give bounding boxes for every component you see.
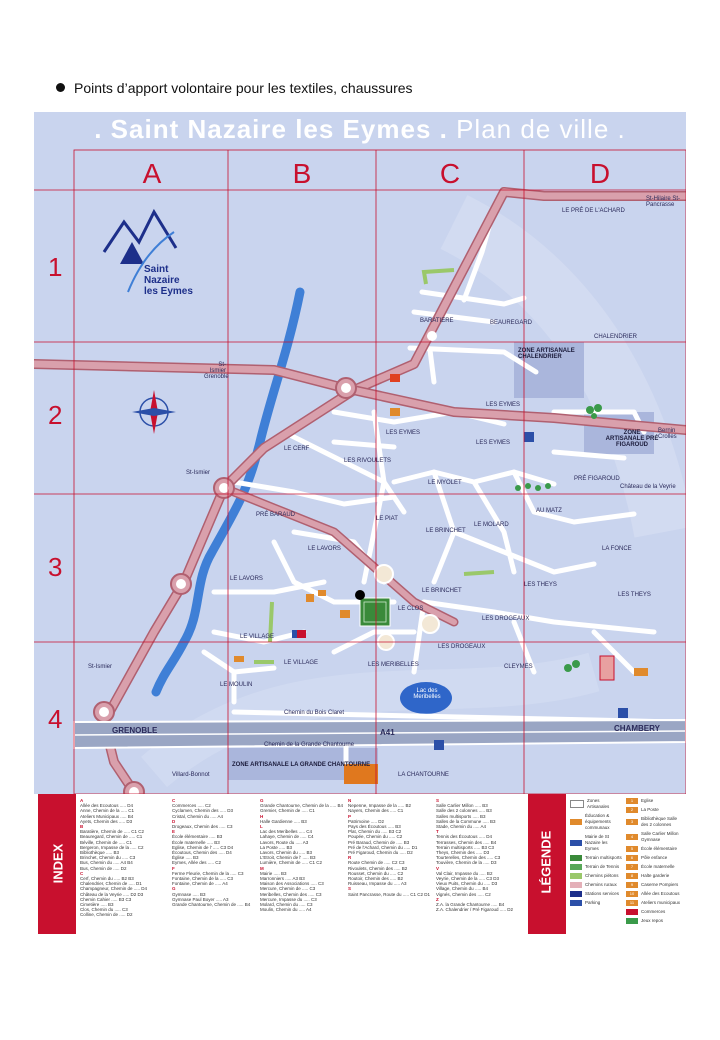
caption-text: Points d’apport volontaire pour les textiles, chaussures [74, 80, 413, 96]
compass-rose [132, 390, 176, 434]
legend-item: Chemins piétons [570, 873, 622, 879]
legend-item: Zones Artisanales [570, 798, 622, 810]
legend-item: 10 Allée des Ecoutous [626, 891, 684, 897]
place-st-hilaire: St-Hilaire St-Pancrasse [646, 196, 681, 208]
legend-item: Parking [570, 900, 622, 906]
place-la-fonce: LA FONCE [602, 546, 632, 552]
legend-item: 9 Caserne Pompiers [626, 882, 684, 888]
place-les-eymes-2: LES EYMES [386, 430, 421, 436]
legend-item: Jeux repos [626, 918, 684, 924]
place-pre-achard: LE PRÉ DE L'ACHARD [562, 208, 625, 214]
legend-swatch [570, 855, 582, 861]
map-title [34, 114, 686, 145]
index-column-5: S Salle Carlier Millon ..... B3 Salle des 2 colonnes ..... B3 Salles multisports ..... B3 Salles de la Commune ..... B3 Stade, Chemin du ..... A4 T Tennis des Écoutous ..... D4 Terrasses, Chemin des ..... B4 Terrain multisports ..... B3 C3 Theys, Chemin des ..... D3 Tourterelles, Chemin des ..... C3 Touvière, Chemin de la ..... D3 V Val Clair, Impasse du ..... B2 Veyrie, Chemin de la ..... C3 D3 Vieux Puits, Chemin du ..... D3 Village, Chemin du ..... B4 Vignés, Chemin des ..... C2 Z Z.A. la Grande Chantourne ..... B4 Z.A. Chalendrier / Pré Figaroud ..... D2 [436, 798, 514, 913]
place-le-village-1: LE VILLAGE [240, 634, 275, 640]
legend-column-2 [626, 798, 684, 927]
legend-column-1 [570, 798, 622, 909]
place-le-lavors-2: LE LAVORS [230, 576, 263, 582]
legend-item: Stations services [570, 891, 622, 897]
legend-item: 7 École maternelle [626, 864, 684, 870]
index-column-2: C Commerces ..... C2 Cyclamen, Chemin des ..... D3 Cristal, Chemin du ..... A4 D Drogeaux, Chemin des ..... C3 E École élémentaire ..... B3 École maternelle ..... B3 Eglise, Chemin de l' ..... C3 D4 Écoutous, Chemin des ..... D4 Église ..... B3 Eymes, Allée des ..... C2 F Ferme Fleurie, Chemin de la ..... C3 Fontaine, Chemin de la ..... C3 Fontaine, Chemin de ..... A4 G Gymnase ..... B3 Gymnase Paul Boyer ..... A3 Grande Chantourne, Chemin de ..... B4 [172, 798, 251, 908]
legend-item: 8 Halte garderie [626, 873, 684, 879]
place-chateau-veyrie: Château de la Veyrie [620, 484, 676, 490]
place-le-brinchet-2: LE BRINCHET [422, 588, 462, 594]
legend-item: 2 La Poste [626, 807, 684, 813]
textile-collection-point[interactable] [355, 590, 365, 600]
place-pre-baraud: PRÉ BARAUD [256, 512, 296, 518]
place-st-ismier-grenoble: St-Ismier Grenoble [204, 362, 229, 380]
bullet-icon [56, 83, 65, 92]
index-column-1: A Allée des Ecoutous ..... D4 Anne, Chemin de la ..... C1 Ateliers Municipaux ..... B4 Ayets, Chemin des ..... D3 B Baratière, Chemin de ..... C1 C2 Beauregard, Chemin de ..... C1 Béville, Chemin de ..... C1 Bergeron, Impasse de la ..... C2 Bibliothèque ..... B3 Brinchet, Chemin du ..... C3 Bus, Chemin du ..... A4 B4 Bus, Chemin de ..... D2 C Cerf, Chemin du ..... B2 B3 Chalendrier, Chemin de ..... D1 Champagneur, Chemin de ..... D4 Château de la Veyrie ..... D2 D3 Chemin Cahier ..... B3 C3 Cimetière ..... B3 Clos, Chemin du ..... C3 Colline, Chemin de ..... D2 [80, 798, 148, 918]
place-le-brinchet-1: LE BRINCHET [426, 528, 466, 534]
legend-item: Terrain multisports [570, 855, 622, 861]
legend-item: Terrain de Tennis [570, 864, 622, 870]
place-le-molard: LE MOLARD [474, 522, 509, 528]
city-map[interactable] [34, 112, 686, 934]
grid-row-3: 3 [48, 552, 63, 582]
caption [56, 80, 413, 96]
parking-icon [570, 900, 582, 906]
legend-item: 11 Ateliers municipaux [626, 900, 684, 906]
legend-item: 6 Pôle enfance [626, 855, 684, 861]
legend-item: Commerces [626, 909, 684, 915]
index-label: INDEX [50, 843, 66, 884]
index-column-3: G Grande Chantourne, Chemin de la ..... B4 Gremier, Chemin de ..... C1 H Halle Gardienne ..... B3 L Lac des Meribelles ..... C4 Lahaye, Chemin de ..... C4 Lavors, Route du ..... A3 La Poste ..... B3 Lavors, Chemin du ..... B3 L'Etroit, Chemin de l' ..... B3 Lumière, Chemin de ..... C1 C2 M Mairie ..... B3 Marronniers ..... A3 B3 Maison des Associations ..... C3 Mercure, Chemin de ..... C3 Meribelles, Chemin des ..... C3 Mercure, Impasse du ..... C3 Molard, Chemin du ..... C3 Moulin, Chemin du ..... A4 [260, 798, 344, 913]
place-le-lavors-1: LE LAVORS [308, 546, 341, 552]
place-villard-bonnot: Villard-Bonnot [172, 772, 210, 778]
place-lac-meribelles: Lac des Meribelles [413, 688, 441, 700]
legend-swatch [570, 873, 582, 879]
place-les-drogeaux-2: LES DROGEAUX [438, 644, 486, 650]
place-pre-figaroud: PRÉ FIGAROUD [574, 476, 620, 482]
place-le-clos: LE CLOS [398, 606, 424, 612]
index-column-4: N Nepenne, Impasse de la ..... B2 Nayers, Chemin des ..... C1 P Patrimoine ..... D2 Pays des Écoutous ..... B3 Plat, Chemin du ..... B3 C2 Poupée, Chemin du ..... C2 Pré Baraud, Chemin de ..... B3 Pré de l'Achard, Chemin du ..... D1 Pré Figaroud, Chemin du ..... D2 R Route Chemin de ..... C2 C3 Rivoulets, Chemin des ..... B2 Rousset, Chemin du ..... C2 Routoir, Chemin des ..... B2 Ruisseau, Impasse du ..... A3 S Saint Pancrasse, Route du ..... C1 C2 D1 [348, 798, 431, 897]
place-baratiere: BARATIERE [420, 318, 454, 324]
map-title-sub: Plan de ville . [456, 114, 626, 144]
legend-swatch [570, 819, 582, 825]
legend-item: 3 Bibliothèque Salle des 2 colonnes [626, 816, 684, 828]
shop-icon [626, 909, 638, 915]
legend-item: 1 Eglise [626, 798, 684, 804]
index-legend-panel [34, 794, 686, 934]
place-les-theys-1: LES THEYS [524, 582, 557, 588]
place-le-plat: LE PIAT [376, 516, 398, 522]
place-chemin-bois-claret: Chemin du Bois Claret [284, 710, 345, 716]
map-title-main: . Saint Nazaire les Eymes . [94, 114, 448, 144]
place-les-rivoulets: LES RIVOULETS [344, 458, 392, 464]
place-le-cerf: LE CERF [284, 446, 310, 452]
highway-label-grenoble: GRENOBLE [112, 726, 158, 735]
grid-col-a: A [142, 158, 162, 189]
logo-text: Saint Nazaire les Eymes [144, 264, 193, 297]
place-zone-chantourne: ZONE ARTISANALE LA GRANDE CHANTOURNE [232, 762, 371, 768]
legend-item: Mairie de St Nazaire les Eymes [570, 834, 622, 852]
place-zone-chalendrier: ZONE ARTISANALE CHALENDRIER [518, 348, 575, 360]
grid-col-c: C [439, 158, 461, 189]
place-au-matz: AU MATZ [536, 508, 562, 514]
legend-item: 4 Salle Carlier Millon Gymnase [626, 831, 684, 843]
legend-item: 5 École élémentaire [626, 846, 684, 852]
place-zone-figaroud: ZONE ARTISANALE PRÉ FIGAROUD [605, 430, 659, 448]
place-le-moulin: LE MOULIN [220, 682, 253, 688]
grid-col-d: D [589, 158, 611, 189]
legend-item: Éducation & équipements communaux [570, 813, 622, 831]
place-les-eymes-3: LES EYMES [476, 440, 511, 446]
place-les-theys-2: LES THEYS [618, 592, 651, 598]
place-st-ismier-1: St-Ismier [88, 664, 112, 670]
place-chemin-grande-chantourne: Chemin de la Grande Chantourne [264, 742, 355, 748]
highway-label-a41: A41 [380, 728, 395, 737]
place-les-eymes-1: LES EYMES [486, 402, 521, 408]
place-st-ismier-2: St-Ismier [186, 470, 210, 476]
legend-swatch [570, 800, 584, 808]
place-cleymes: CLEYMES [504, 664, 533, 670]
place-les-meribelles: LES MERIBELLES [368, 662, 419, 668]
legend-swatch [570, 840, 582, 846]
grid-col-b: B [292, 158, 312, 189]
playground-icon [626, 918, 638, 924]
legend-swatch [570, 882, 582, 888]
highway-label-chambery: CHAMBERY [614, 724, 660, 733]
place-bernin: Bernin Crolles [658, 428, 677, 440]
grid-row-4: 4 [48, 704, 63, 734]
legend-swatch [570, 891, 582, 897]
place-les-drogeaux-1: LES DROGEAUX [482, 616, 530, 622]
place-la-chantourne: LA CHANTOURNE [398, 772, 449, 778]
grid-row-2: 2 [48, 400, 63, 430]
legend-label: LÉGENDE [538, 830, 554, 894]
place-le-myolet: LE MYOLET [428, 480, 462, 486]
place-le-village-2: LE VILLAGE [284, 660, 319, 666]
building-1 [340, 610, 350, 618]
place-beauregard: BEAUREGARD [490, 320, 533, 326]
place-chalendrier: CHALENDRIER [594, 334, 638, 340]
tennis [600, 656, 614, 680]
legend-item: Chemins ruraux [570, 882, 622, 888]
legend-swatch [570, 864, 582, 870]
grid-row-1: 1 [48, 252, 63, 282]
